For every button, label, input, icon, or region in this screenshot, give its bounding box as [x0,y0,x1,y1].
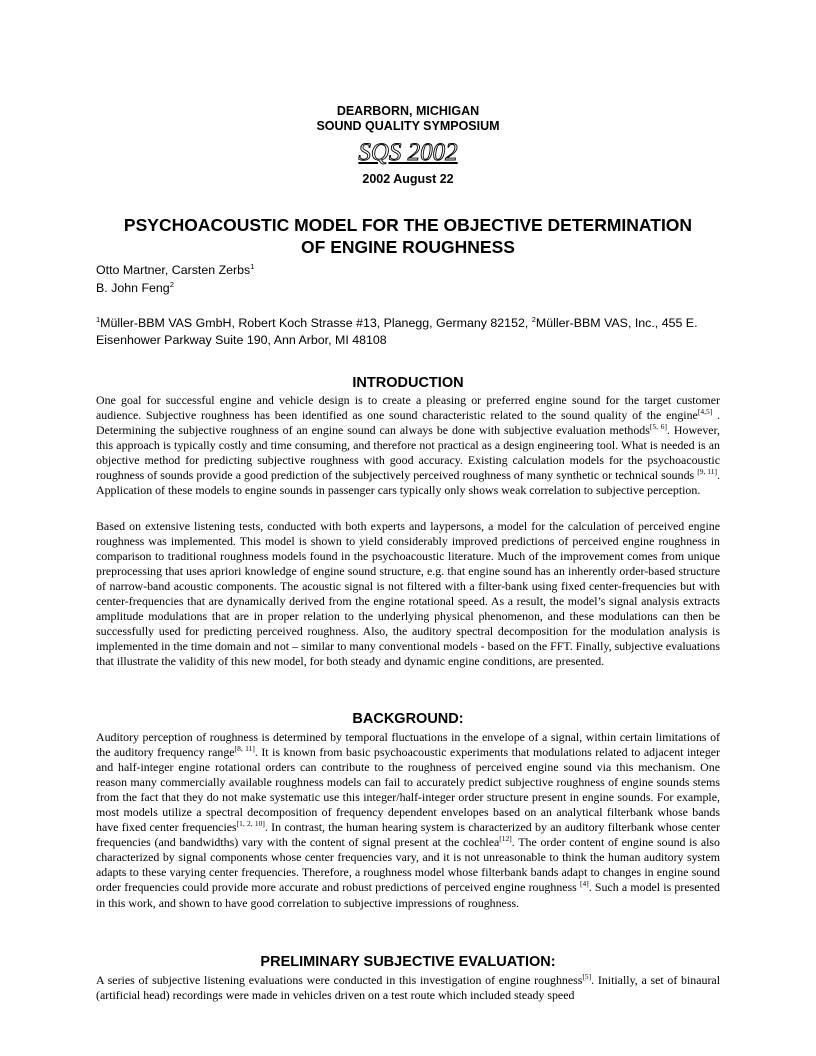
intro-heading: INTRODUCTION [352,375,464,391]
header-date: 2002 August 22 [362,172,454,186]
bg-text-e: . Such a model is presented in this work, and shown to have good correlation to subjective impressions of roughness. [96,880,720,910]
prelim-text-a: A series of subjective listening evaluations were conducted in this investigation of engine roughness [96,973,583,987]
title-line-1: PSYCHOACOUSTIC MODEL FOR THE OBJECTIVE DETERMINATION [123,215,693,235]
background-paragraph [96,730,720,911]
header-symposium: SOUND QUALITY SYMPOSIUM [316,119,500,133]
intro-p1-text-d: . Application of these models to engine sounds in passenger cars typically only shows weak correlation to subjective perception. [96,468,720,498]
author-names-1: Otto Martner, Carsten Zerbs [96,263,251,277]
prelim-paragraph [96,973,720,1003]
author-line-1 [96,261,254,279]
paper-title [96,214,720,258]
citation: [1, 2, 10] [236,819,265,829]
affil-mark-2: 2 [531,314,536,324]
bg-text-c: . In contrast, the human hearing system is characterized by an auditory filterbank whose center frequencies (and bandwidths) vary with the content of signal present at the cochlea [96,820,721,850]
bg-text-a: Auditory perception of roughness is determined by temporal fluctuations in the envelope of a signal, within certain limitations of the auditory frequency range [96,730,720,760]
prelim-text-b: . Initially, a set of binaural (artificial head) recordings were made in vehicles driven on a test route which included steady speed [96,973,720,1003]
affil-mark-1: 1 [96,314,101,324]
author-affil-mark-1: 1 [250,261,255,271]
author-affil-mark-2: 2 [169,279,174,289]
citation: [9, 11] [697,467,718,477]
sqs-logo: SQS 2002 [358,139,458,166]
intro-p1-text-c: . However, this approach is typically costly and time consuming, and therefore not practical as a design engineering tool. What is needed is an objective method for predicting subjective roughness with good accuracy. Existing calculation models for the psychoacoustic roughness of sounds provide a good prediction of the subjectively perceived roughness of many synthetic or technical sounds [96,423,720,483]
bg-text-b: . It is known from basic psychoacoustic experiments that modulations related to adjacent integer and half-integer engine rotational orders can contribute to the roughness of perceived engine sound via this mechanism. One reason many commercially available roughness models can fail to accurately predict subjective roughness of engine sounds stems from the fact that they do not make systematic use this integer/half-integer order structure present in engine sounds. For example, most models utilize a spectral decomposition of frequency dependent envelopes based on an analytical filterbank whose bands have fixed center frequencies [96,745,720,835]
intro-paragraph-1 [96,393,720,498]
background-heading: BACKGROUND: [352,711,464,727]
affil-text-1: Müller-BBM VAS GmbH, Robert Koch Strasse #13, Planegg, Germany 82152, [100,316,532,330]
citation: [4,5] [697,407,713,417]
header-location: DEARBORN, MICHIGAN [336,104,480,118]
prelim-heading: PRELIMINARY SUBJECTIVE EVALUATION: [260,954,556,970]
author-line-2 [96,279,174,297]
bg-text-d: . The order content of engine sound is also characterized by signal components whose center frequencies vary, and it is not unreasonable to think the human auditory system adapts to these varying center frequencies. Therefore, a roughness model whose filterbank bands adapt to changes in engine sound order frequencies could provide more accurate and robust predictions of perceived engine roughness [96,835,720,895]
affiliations [96,315,720,349]
citation: [5] [582,972,592,982]
title-line-2: OF ENGINE ROUGHNESS [301,237,515,257]
citation: [4] [580,879,589,889]
citation: [12] [499,834,512,844]
citation: [5, 6] [649,422,668,432]
citation: [8, 11] [234,744,255,754]
author-names-2: B. John Feng [96,281,170,295]
intro-p1-text-a: One goal for successful engine and vehicle design is to create a pleasing or preferred engine sound for the target customer audience. Subjective roughness has been identified as one sound characteristic related to the sound quality of the engine [96,393,720,423]
intro-paragraph-2: Based on extensive listening tests, conducted with both experts and laypersons, a model for the calculation of perceived engine roughness was implemented. This model is shown to yield considerably improved predictions of perceived engine roughness in comparison to traditional roughness models found in the psychoacoustic literature. Much of the improvement comes from unique preprocessing that uses apriori knowledge of engine sound structure, e.g. that engine sound has an inherently order-based structure of narrow-band acoustic components. The acoustic signal is not filtered with a filter-bank using fixed center-frequencies but with center-frequencies that are dynamically derived from the engine rotational speed. As a result, the model’s signal analysis extracts amplitude modulations that are in proper relation to the underlying physical phenomenon, and these modulations can then be successfully used for predicting perceived roughness. Also, the auditory spectral decomposition for the modulation analysis is implemented in the time domain and not – similar to many conventional models - based on the FFT. Finally, subjective evaluations that illustrate the validity of this new model, for both steady and dynamic engine conditions, are presented. [96,519,720,669]
intro-p1-text-b: . Determining the subjective roughness of an engine sound can always be done with subjective evaluation methods [96,408,720,438]
affil-text-2: Müller-BBM VAS, Inc., 455 E. Eisenhower Parkway Suite 190, Ann Arbor, MI 48108 [96,316,698,347]
